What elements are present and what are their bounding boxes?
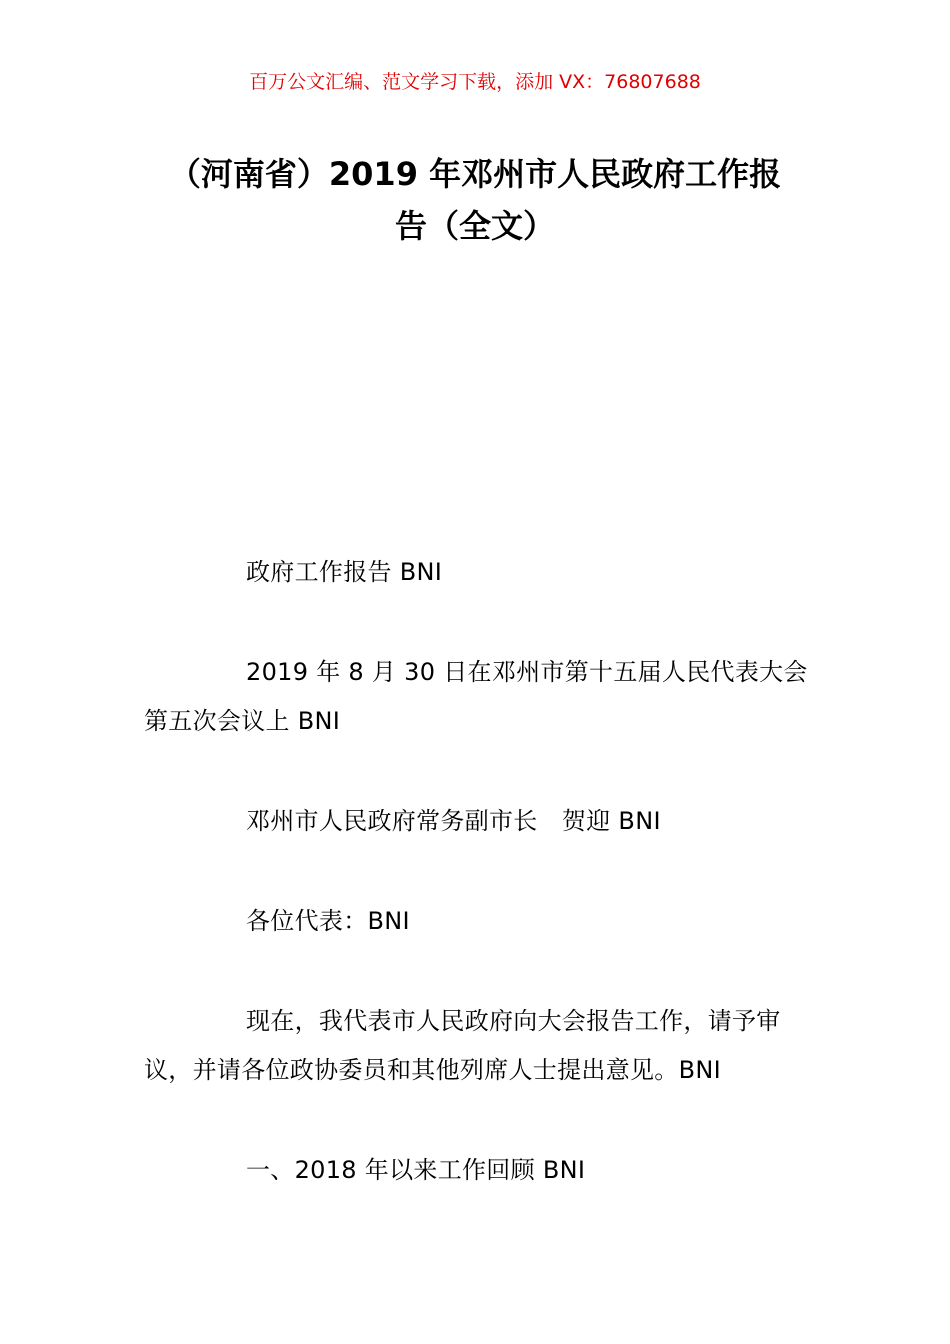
document-title-line-1: （河南省）2019 年邓州市人民政府工作报 (168, 155, 782, 193)
paragraph-speaker: 邓州市人民政府常务副市长 贺迎 BNI (246, 807, 661, 835)
paragraph-meeting-info: 2019 年 8 月 30 日在邓州市第十五届人民代表大会第五次会议上 BNI (144, 658, 808, 735)
paragraph-report-label: 政府工作报告 BNI (246, 558, 443, 586)
paragraph-salutation: 各位代表：BNI (246, 907, 410, 935)
paragraph-opening: 现在，我代表市人民政府向大会报告工作，请予审议，并请各位政协委员和其他列席人士提出意见。BNI (144, 1007, 781, 1084)
section-heading-review: 一、2018 年以来工作回顾 BNI (246, 1156, 586, 1184)
document-title (140, 148, 810, 252)
download-notice: 百万公文汇编、范文学习下载，添加 VX：76807688 (249, 71, 701, 93)
document-title-line-2: 告（全文） (394, 207, 555, 245)
